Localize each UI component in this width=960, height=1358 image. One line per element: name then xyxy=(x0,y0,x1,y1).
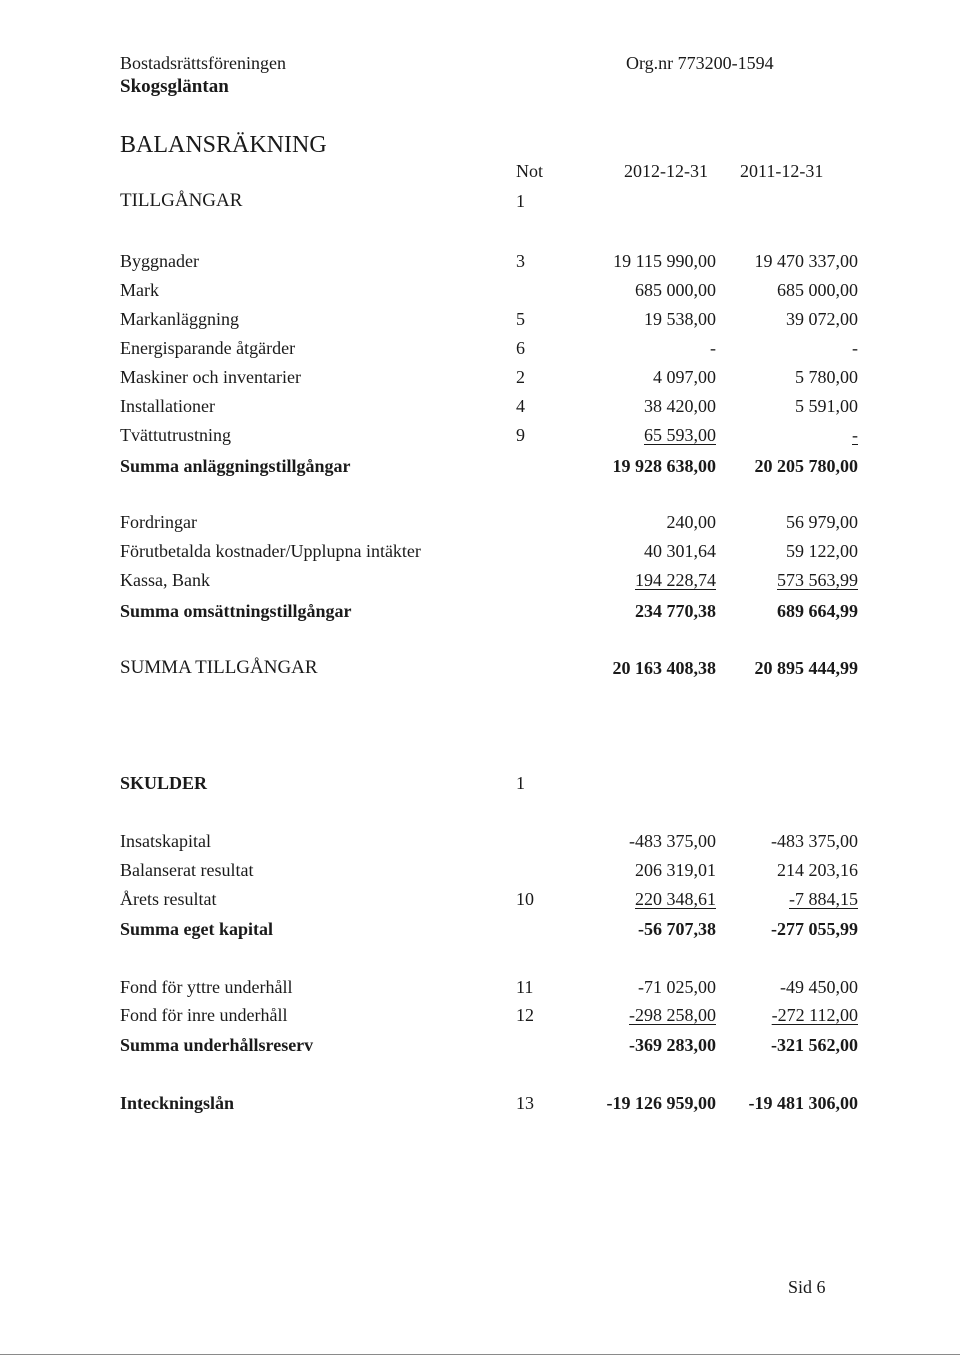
row-note: 4 xyxy=(516,396,525,416)
row-value-2012: -71 025,00 xyxy=(638,977,716,997)
page-number: Sid 6 xyxy=(788,1277,826,1297)
row-label: Markanläggning xyxy=(120,309,239,329)
sum-value-2011: -321 562,00 xyxy=(771,1035,858,1055)
row-label: Insatskapital xyxy=(120,831,211,851)
row-note: 12 xyxy=(516,1005,534,1025)
liabilities-heading: SKULDER xyxy=(120,773,208,793)
year2-column-header: 2011-12-31 xyxy=(740,161,824,181)
row-value-2011: 685 000,00 xyxy=(777,280,858,300)
sum-label: Summa omsättningstillgångar xyxy=(120,601,352,621)
loans-value-2012: -19 126 959,00 xyxy=(606,1093,716,1113)
row-label: Fond för yttre underhåll xyxy=(120,977,293,997)
total-value-2012: 20 163 408,38 xyxy=(612,658,716,678)
row-value-2011: 5 780,00 xyxy=(795,367,858,387)
row-value-2011: - xyxy=(852,425,858,445)
row-value-2011: -483 375,00 xyxy=(771,831,858,851)
row-label: Fordringar xyxy=(120,512,197,532)
row-value-2012: 4 097,00 xyxy=(653,367,716,387)
row-value-2012: 206 319,01 xyxy=(635,860,716,880)
sum-value-2012: -369 283,00 xyxy=(629,1035,716,1055)
note-column-header: Not xyxy=(516,161,543,181)
row-value-2011: 59 122,00 xyxy=(786,541,858,561)
row-label: Installationer xyxy=(120,396,215,416)
row-value-2012: -483 375,00 xyxy=(629,831,716,851)
row-value-2011: - xyxy=(852,338,858,358)
loans-label: Inteckningslån xyxy=(120,1093,235,1113)
row-note: 2 xyxy=(516,367,525,387)
row-value-2012: 19 115 990,00 xyxy=(613,251,716,271)
row-value-2012: 19 538,00 xyxy=(644,309,716,329)
year1-column-header: 2012-12-31 xyxy=(624,161,708,181)
row-label: Mark xyxy=(120,280,159,300)
sum-label: Summa underhållsreserv xyxy=(120,1035,314,1055)
row-label: Kassa, Bank xyxy=(120,570,210,590)
row-value-2012: 194 228,74 xyxy=(635,570,716,590)
row-value-2011: 56 979,00 xyxy=(786,512,858,532)
page-title: BALANSRÄKNING xyxy=(120,132,327,158)
total-value-2011: 20 895 444,99 xyxy=(754,658,858,678)
sum-label: Summa eget kapital xyxy=(120,919,273,939)
row-label: Fond för inre underhåll xyxy=(120,1005,288,1025)
row-note: 9 xyxy=(516,425,525,445)
assets-heading-note: 1 xyxy=(516,191,525,211)
sum-value-2012: 19 928 638,00 xyxy=(612,456,716,476)
row-value-2012: 65 593,00 xyxy=(644,425,716,445)
row-value-2011: 573 563,99 xyxy=(777,570,858,590)
row-value-2011: 39 072,00 xyxy=(786,309,858,329)
row-value-2011: -49 450,00 xyxy=(780,977,858,997)
row-value-2011: 19 470 337,00 xyxy=(754,251,858,271)
sum-value-2011: 20 205 780,00 xyxy=(754,456,858,476)
row-value-2012: 40 301,64 xyxy=(644,541,716,561)
liabilities-heading-note: 1 xyxy=(516,773,525,793)
row-label: Maskiner och inventarier xyxy=(120,367,301,387)
row-value-2011: 214 203,16 xyxy=(777,860,858,880)
sum-label: Summa anläggningstillgångar xyxy=(120,456,351,476)
assets-heading: TILLGÅNGAR xyxy=(120,190,243,211)
row-label: Årets resultat xyxy=(120,889,217,909)
scan-edge-line xyxy=(0,1354,960,1355)
row-value-2012: - xyxy=(710,338,716,358)
sum-value-2011: -277 055,99 xyxy=(771,919,858,939)
row-value-2011: -7 884,15 xyxy=(789,889,858,909)
row-value-2012: 220 348,61 xyxy=(635,889,716,909)
row-label: Förutbetalda kostnader/Upplupna intäkter xyxy=(120,541,421,561)
row-value-2012: 38 420,00 xyxy=(644,396,716,416)
row-label: Balanserat resultat xyxy=(120,860,254,880)
sum-value-2012: 234 770,38 xyxy=(635,601,716,621)
row-value-2011: 5 591,00 xyxy=(795,396,858,416)
row-label: Tvättutrustning xyxy=(120,425,231,445)
row-note: 10 xyxy=(516,889,534,909)
loans-note: 13 xyxy=(516,1093,534,1113)
org-name: Skogsgläntan xyxy=(120,76,229,97)
org-number: Org.nr 773200-1594 xyxy=(626,53,774,73)
row-label: Energisparande åtgärder xyxy=(120,338,296,358)
org-type: Bostadsrättsföreningen xyxy=(120,53,286,73)
row-value-2011: -272 112,00 xyxy=(771,1005,858,1025)
sum-value-2011: 689 664,99 xyxy=(777,601,858,621)
row-value-2012: -298 258,00 xyxy=(629,1005,716,1025)
row-note: 5 xyxy=(516,309,525,329)
row-label: Byggnader xyxy=(120,251,199,271)
sum-value-2012: -56 707,38 xyxy=(638,919,716,939)
loans-value-2011: -19 481 306,00 xyxy=(748,1093,858,1113)
total-label: SUMMA TILLGÅNGAR xyxy=(120,657,318,678)
row-value-2012: 685 000,00 xyxy=(635,280,716,300)
row-note: 6 xyxy=(516,338,525,358)
row-note: 3 xyxy=(516,251,525,271)
row-value-2012: 240,00 xyxy=(666,512,716,532)
row-note: 11 xyxy=(516,977,534,997)
